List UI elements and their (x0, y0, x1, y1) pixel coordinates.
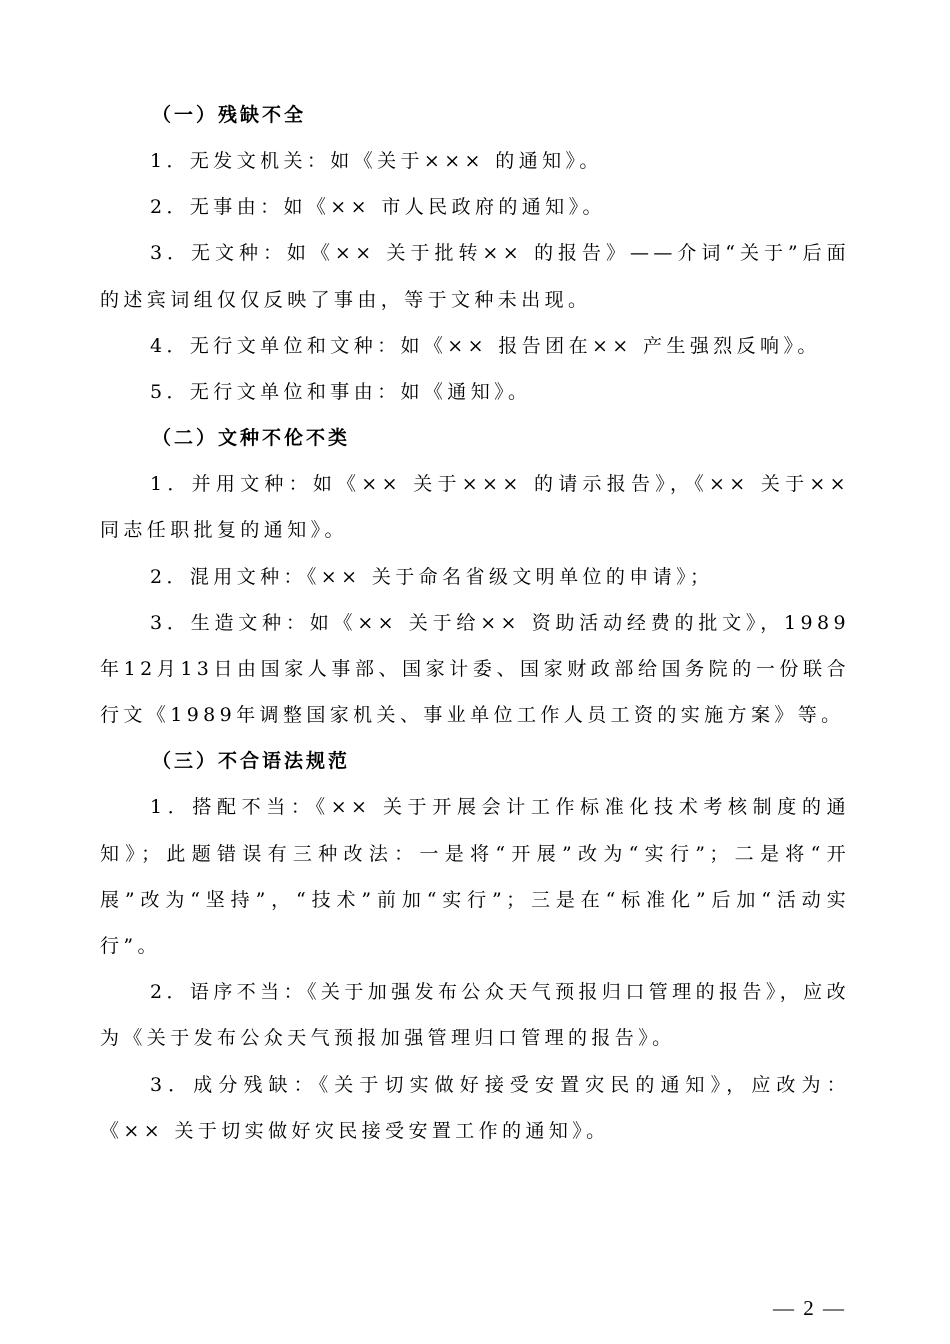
section-grammar (100, 738, 850, 1154)
section-item: 3．无文种：如《×× 关于批转×× 的报告》——介词“关于”后面的述宾词组仅仅反映了事由，等于文种未出现。 (100, 242, 850, 311)
section-heading: （二）文种不伦不类 (152, 427, 351, 450)
section-item: 5．无行文单位和事由：如《通知》。 (150, 381, 532, 404)
section-heading: （一）残缺不全 (152, 104, 307, 126)
page-number: — 2 — (773, 1296, 846, 1320)
section-item: 4．无行文单位和文种：如《×× 报告团在×× 产生强烈反响》。 (150, 334, 821, 357)
section-incomplete (100, 92, 850, 415)
document-page (100, 92, 850, 1154)
section-item: 1．并用文种：如《×× 关于××× 的请示报告》，《×× 关于×× 同志任职批复的通知》。 (100, 473, 850, 542)
section-item: 1．无发文机关：如《关于××× 的通知》。 (150, 150, 603, 172)
section-item: 2．无事由：如《×× 市人民政府的通知》。 (150, 196, 606, 219)
section-item: 2．混用文种：《×× 关于命名省级文明单位的申请》； (150, 565, 714, 588)
section-heading: （三）不合语法规范 (152, 750, 351, 773)
section-item: 2．语序不当：《关于加强发布公众天气预报归口管理的报告》，应改为《关于发布公众天气预报加强管理归口管理的报告》。 (100, 981, 850, 1050)
section-item: 3．成分残缺：《关于切实做好接受安置灾民的通知》，应改为：《×× 关于切实做好灾民接受安置工作的通知》。 (100, 1073, 850, 1142)
section-item: 3．生造文种：如《×× 关于给×× 资助活动经费的批文》，1989年12月13日由国家人事部、国家计委、国家财政部给国务院的一份联合行文《1989年调整国家机关、事业单位工作人员工资的实施方案》等。 (100, 611, 850, 727)
section-document-type (100, 415, 850, 738)
section-item: 1．搭配不当：《×× 关于开展会计工作标准化技术考核制度的通知》；此题错误有三种改法：一是将“开展”改为“实行”；二是将“开展”改为“坚持”，“技术”前加“实行”；三是在“标准化”后加“活动实行”。 (100, 796, 850, 958)
